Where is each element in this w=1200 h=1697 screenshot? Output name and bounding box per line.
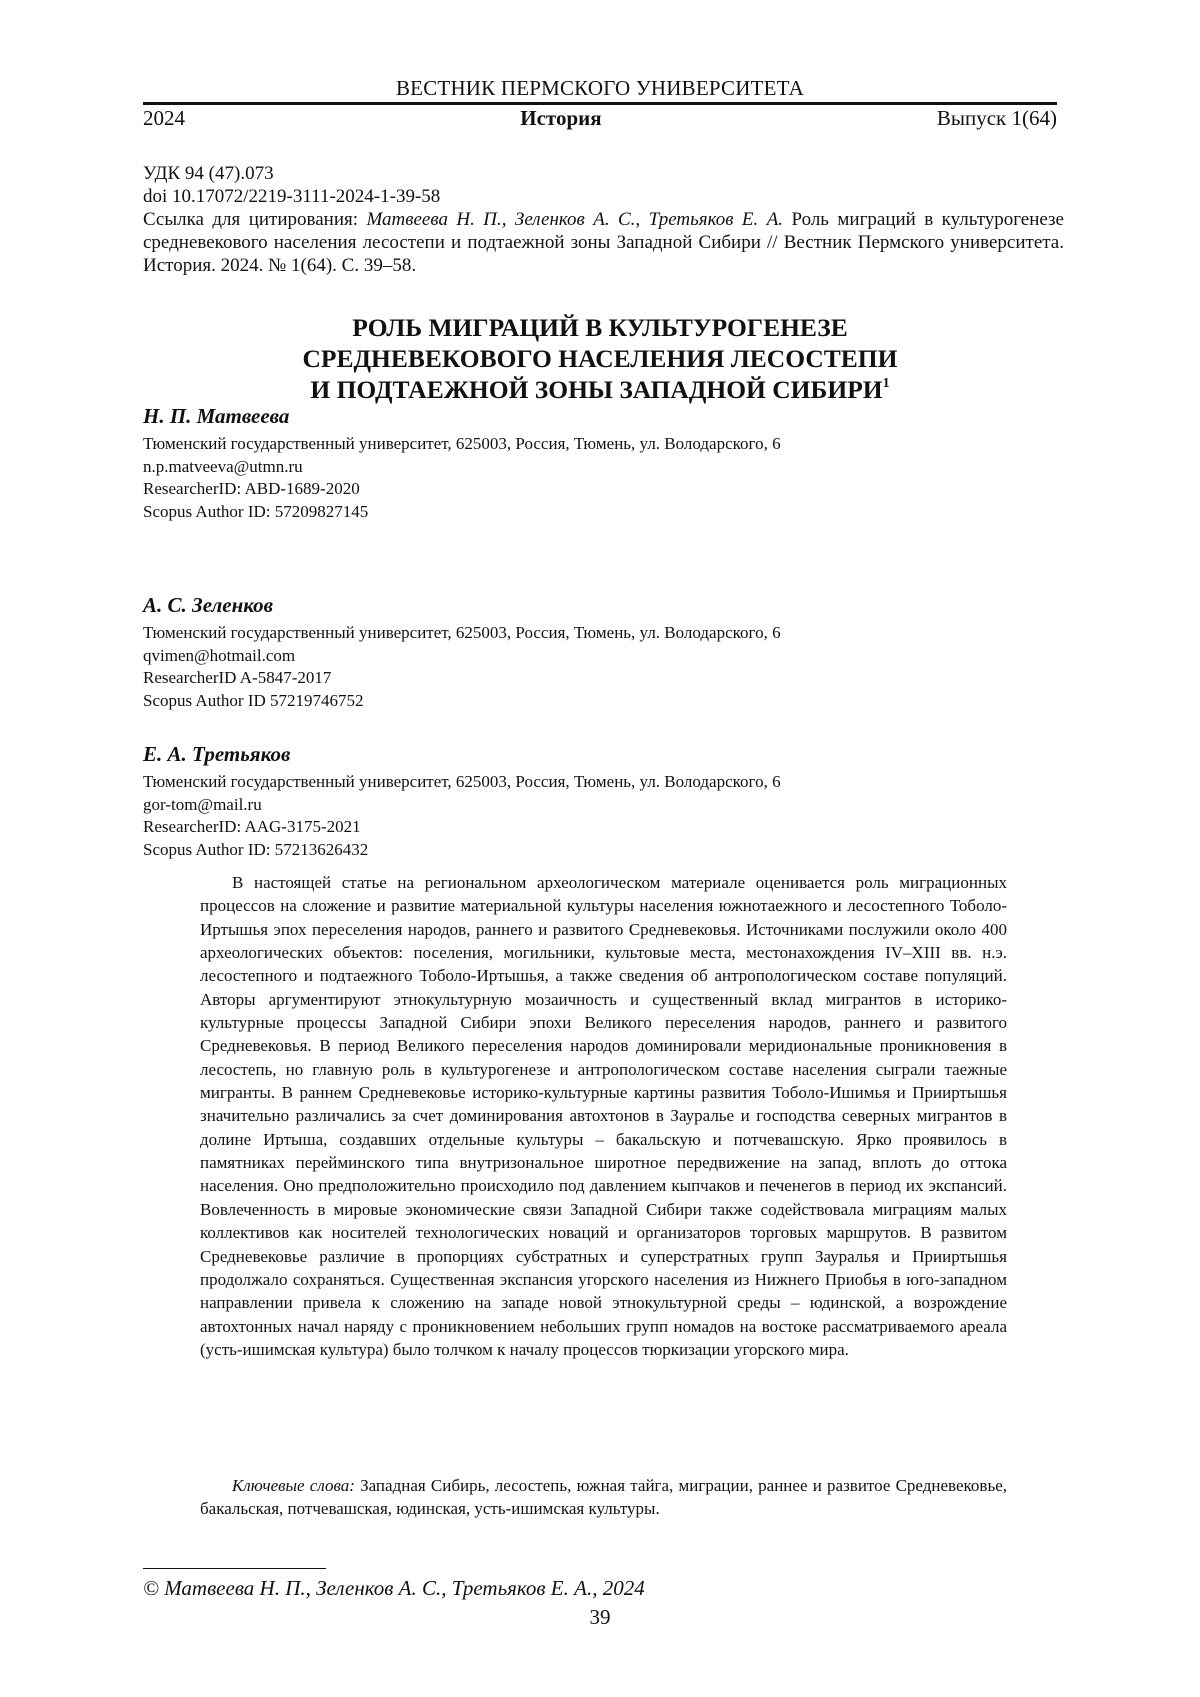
author-scopus-id: Scopus Author ID 57219746752 <box>143 690 364 710</box>
article-meta <box>143 162 1064 277</box>
udc-code: УДК 94 (47).073 <box>143 163 274 184</box>
abstract-text: В настоящей статье на региональном археологическом материале оценивается роль миграционных процессов на сложение и развитие материальной культуры населения южнотаежного и лесостепного Тоболо-Иртышья эпох переселения народов, раннего и развитого Средневековья. Источниками послужили около 400 археологических объектов: поселения, могильники, культовые места, местонахождения IV–XIII вв. н.э. лесостепного и подтаежного Тоболо-Иртышья, а также сведения об антропологическом составе популяций. Авторы аргументируют этнокультурную мозаичность и существенный вклад мигрантов в историко-культурные процессы Западной Сибири эпохи Великого переселения народов, раннего и развитого Средневековья. В период Великого переселения народов доминировали меридиональные проникновения в лесостепь, но главную роль в культурогенезе и антропологическом составе населения сыграли таежные мигранты. В раннем Средневековье историко-культурные картины развития Тоболо-Ишимья и Прииртышья значительно различались за счет доминирования автохтонов в Зауралье и господства северных мигрантов в долине Иртыша, создавших отдельные культуры – бакальскую и потчевашскую. Ярко проявилось в памятниках перейминского типа внутризональное широтное передвижение на запад, вплоть до оттока населения. Оно предположительно происходило под давлением кыпчаков и печенегов в период их экспансий. Вовлеченность в мировые экономические связи Западной Сибири также содействовала миграциям малых коллективов как носителей технологических новаций и организаторов торговых маршрутов. В развитом Средневековье различие в пропорциях субстратных и суперстратных групп Зауралья и Прииртышья продолжало сохраняться. Существенная экспансия угорского населения из Нижнего Приобья в юго-западном направлении привела к сложению на западе новой этнокультурной среды – юдинской, а возрождение автохтонных начал наряду с проникновением небольших групп номадов на востоке рассматриваемого ареала (усть-ишимская культура) было толчком к началу процессов тюркизации угорского мира. <box>200 873 1007 1359</box>
title-line-3 <box>143 374 1057 405</box>
author-info <box>143 622 1057 712</box>
author-block-2 <box>143 592 1057 712</box>
journal-section: История <box>520 106 602 130</box>
title-line-3-text: И ПОДТАЕЖНОЙ ЗОНЫ ЗАПАДНОЙ СИБИРИ <box>310 375 883 404</box>
author-block-1 <box>143 403 1057 523</box>
author-researcher-id: ResearcherID: ABD-1689-2020 <box>143 479 360 498</box>
author-scopus-id: Scopus Author ID: 57209827145 <box>143 501 369 521</box>
citation-authors: Матвеева Н. П., Зеленков А. С., Третьяков Е. А. <box>366 209 784 230</box>
author-email[interactable]: qvimen@hotmail.com <box>143 645 296 665</box>
abstract <box>200 871 1007 1361</box>
author-affiliation: Тюменский государственный университет, 625003, Россия, Тюмень, ул. Володарского, 6 <box>143 434 781 453</box>
author-scopus-id: Scopus Author ID: 57213626432 <box>143 839 369 859</box>
keywords-label: Ключевые слова: <box>232 1476 355 1495</box>
author-researcher-id: ResearcherID: AAG-3175-2021 <box>143 817 361 836</box>
doi: doi 10.17072/2219-3111-2024-1-39-58 <box>143 186 441 207</box>
author-block-3 <box>143 741 1057 861</box>
article-title <box>143 312 1057 405</box>
keywords-text: Западная Сибирь, лесостепь, южная тайга, миграции, раннее и развитое Средневековье, бакальская, потчевашская, юдинская, усть-ишимская культуры. <box>200 1476 1007 1519</box>
author-email[interactable]: n.p.matveeva@utmn.ru <box>143 456 303 476</box>
author-name: А. С. Зеленков <box>143 593 273 617</box>
citation-label: Ссылка для цитирования: <box>143 209 367 230</box>
footnote-rule <box>143 1568 326 1569</box>
issue-number: Выпуск 1(64) <box>936 106 1057 130</box>
author-affiliation: Тюменский государственный университет, 625003, Россия, Тюмень, ул. Володарского, 6 <box>143 623 781 642</box>
page-number: 39 <box>589 1605 611 1629</box>
author-name: Е. А. Третьяков <box>143 742 291 766</box>
journal-name: ВЕСТНИК ПЕРМСКОГО УНИВЕРСИТЕТА <box>395 76 805 100</box>
copyright: © Матвеева Н. П., Зеленков А. С., Третьяков Е. А., 2024 <box>143 1576 645 1600</box>
issue-year: 2024 <box>143 106 185 130</box>
title-line-1: РОЛЬ МИГРАЦИЙ В КУЛЬТУРОГЕНЕЗЕ <box>352 313 848 342</box>
author-researcher-id: ResearcherID A-5847-2017 <box>143 668 332 687</box>
title-footnote-mark[interactable]: 1 <box>882 376 890 391</box>
title-line-2: СРЕДНЕВЕКОВОГО НАСЕЛЕНИЯ ЛЕСОСТЕПИ <box>302 344 898 373</box>
keywords <box>200 1474 1007 1521</box>
author-email[interactable]: gor-tom@mail.ru <box>143 794 262 814</box>
citation <box>143 208 1064 277</box>
running-header <box>143 106 1057 131</box>
header-rule <box>143 102 1057 105</box>
author-info <box>143 433 1057 523</box>
author-info <box>143 771 1057 861</box>
citation-text: Роль миграций в культурогенезе средневекового населения лесостепи и подтаежной зоны Западной Сибири // Вестник Пермского университета. История. 2024. № 1(64). С. 39–58. <box>143 209 1064 276</box>
author-affiliation: Тюменский государственный университет, 625003, Россия, Тюмень, ул. Володарского, 6 <box>143 772 781 791</box>
author-name: Н. П. Матвеева <box>143 404 290 428</box>
